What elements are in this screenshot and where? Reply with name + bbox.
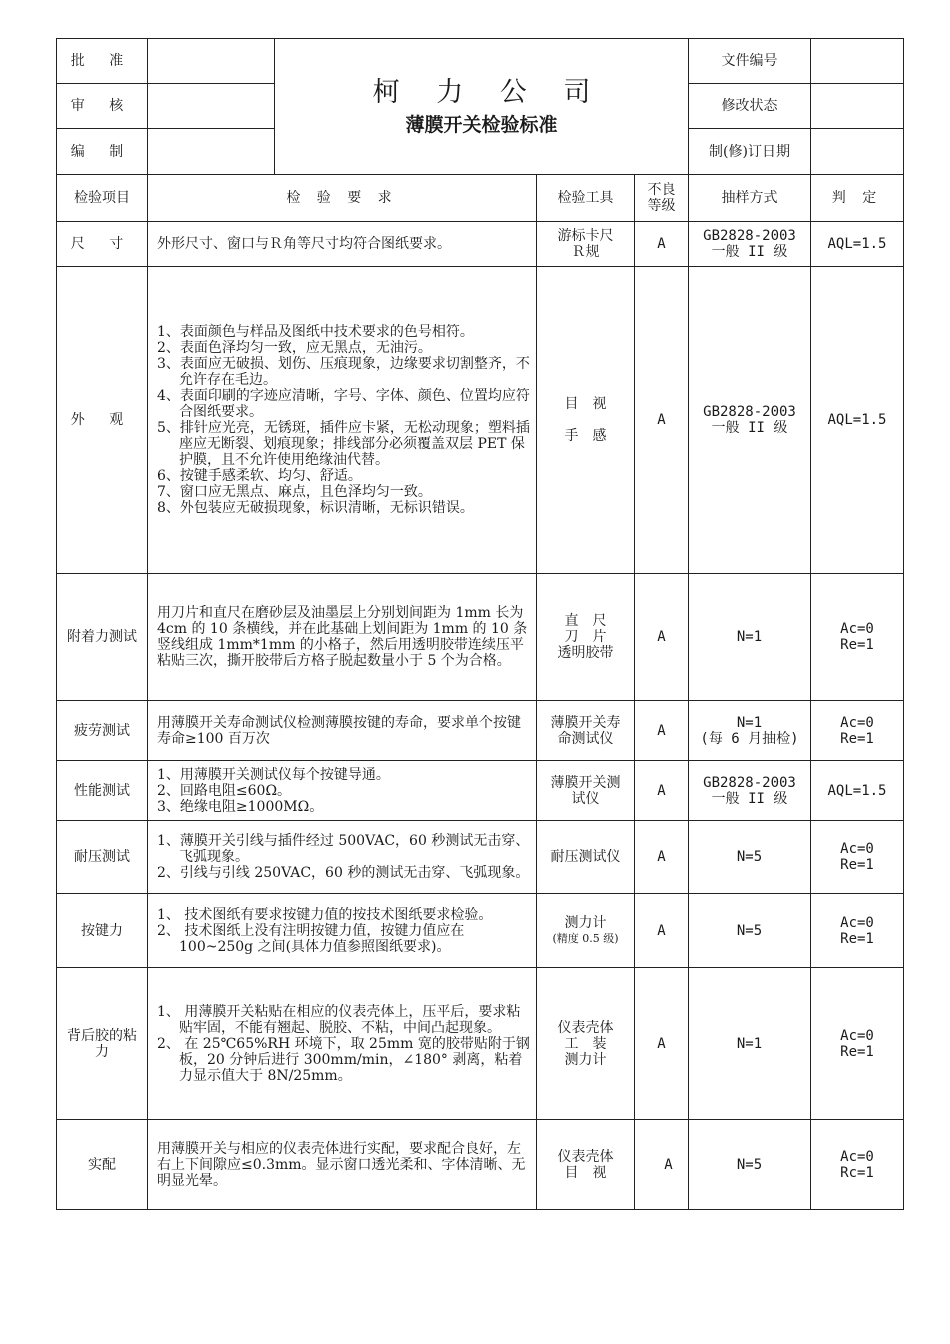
tool-line: 透明胶带 xyxy=(557,645,614,661)
tool-line: 薄膜开关寿 xyxy=(550,714,621,731)
row-judgement xyxy=(811,222,904,267)
sampling-line: 一般 II 级 xyxy=(711,244,788,260)
row-requirement xyxy=(148,222,537,267)
approve-value-cell xyxy=(148,39,275,84)
row-tool xyxy=(537,968,635,1120)
row-sampling xyxy=(689,894,811,968)
row-requirement xyxy=(148,701,537,761)
judge-line: Re=1 xyxy=(840,930,874,947)
sampling-line: GB2828-2003 xyxy=(703,774,796,791)
table-row xyxy=(57,574,904,701)
req-line: 1、 用薄膜开关粘贴在相应的仪表壳体上，压平后，要求粘贴牢固，不能有翘起、脱胶、不粘，中间凸起现象。 xyxy=(157,1003,521,1036)
row-tool xyxy=(537,894,635,968)
review-value-cell xyxy=(148,84,275,129)
row-sampling xyxy=(689,574,811,701)
judge-line: Re=1 xyxy=(840,730,874,747)
row-grade: A xyxy=(635,894,689,968)
row-requirement xyxy=(148,968,537,1120)
req-line: 2、回路电阻≤60Ω。 xyxy=(157,782,292,799)
req-line: 5、排针应光亮，无锈斑，插件应卡紧，无松动现象；塑料插座应无断裂、划痕现象；排线部分必须覆盖双层 PET 保护膜，且不允许使用绝缘油代替。 xyxy=(157,420,530,468)
row-judgement xyxy=(811,267,904,574)
col-judgement-label: 判 定 xyxy=(831,190,883,206)
doc-no-label: 文件编号 xyxy=(689,39,811,84)
row-item: 疲劳测试 xyxy=(57,701,148,761)
approve-label: 批 准 xyxy=(70,53,134,69)
doc-no-value xyxy=(811,39,904,84)
approve-label-cell xyxy=(57,39,148,84)
judge-line: AQL=1.5 xyxy=(827,236,887,252)
row-grade: A xyxy=(635,267,689,574)
row-tool xyxy=(537,267,635,574)
table-row xyxy=(57,222,904,267)
revision-label: 修改状态 xyxy=(689,84,811,129)
tool-line: 耐压测试仪 xyxy=(550,849,621,865)
tool-line: 测力计 xyxy=(564,1051,607,1068)
judge-line: AQL=1.5 xyxy=(827,412,887,428)
row-item xyxy=(57,267,148,574)
req-line: 7、窗口应无黑点、麻点，且色泽均匀一致。 xyxy=(157,484,432,500)
judge-line: Ac=0 xyxy=(840,914,874,931)
sampling-line: GB2828-2003 xyxy=(703,228,796,244)
req-line: 2、引线与引线 250VAC，60 秒的测试无击穿、飞弧现象。 xyxy=(157,865,530,881)
col-item: 检验项目 xyxy=(57,175,148,222)
sampling-line: N=5 xyxy=(736,922,763,939)
col-requirement xyxy=(148,175,537,222)
row-grade: A xyxy=(635,1120,689,1210)
row-judgement xyxy=(811,701,904,761)
column-header-row xyxy=(57,175,904,222)
judge-line: Ac=0 xyxy=(840,841,874,857)
row-requirement xyxy=(148,574,537,701)
col-grade-line2: 等级 xyxy=(647,198,676,214)
review-label: 审 核 xyxy=(70,98,134,114)
tool-line: 测力计 xyxy=(564,914,607,931)
row-tool xyxy=(537,761,635,821)
req-line: 用薄膜开关与相应的仪表壳体进行实配，要求配合良好，左右上下间隙应≤0.3mm。显示窗口透光柔和、字体清晰、无明显光晕。 xyxy=(157,1140,526,1189)
date-value xyxy=(811,129,904,175)
row-tool xyxy=(537,222,635,267)
row-requirement xyxy=(148,1120,537,1210)
tool-line: (精度 0.5 级) xyxy=(552,931,619,945)
col-grade-line1: 不良 xyxy=(647,182,676,198)
sampling-line: N=1 xyxy=(736,629,763,645)
req-line: 3、绝缘电阻≥1000MΩ。 xyxy=(157,798,324,815)
judge-line: Ac=0 xyxy=(840,1148,874,1165)
tool-line: 试仪 xyxy=(571,790,600,807)
req-line: 1、薄膜开关引线与插件经过 500VAC，60 秒测试无击穿、飞弧现象。 xyxy=(157,833,530,865)
col-sampling: 抽样方式 xyxy=(689,175,811,222)
row-sampling xyxy=(689,267,811,574)
row-judgement xyxy=(811,761,904,821)
row-judgement xyxy=(811,968,904,1120)
title-cell xyxy=(275,39,689,175)
sampling-line: (每 6 月抽检) xyxy=(700,730,799,747)
date-label: 制(修)订日期 xyxy=(689,129,811,175)
row-tool xyxy=(537,821,635,894)
col-requirement-label: 检 验 要 求 xyxy=(286,190,398,206)
row-item-label: 外 观 xyxy=(70,412,134,428)
tool-line: 直 尺 xyxy=(564,613,607,629)
row-tool xyxy=(537,1120,635,1210)
row-requirement xyxy=(148,267,537,574)
judge-line: Rc=1 xyxy=(840,1164,874,1181)
table-row xyxy=(57,701,904,761)
tool-line: 工 装 xyxy=(564,1035,607,1052)
table-row xyxy=(57,267,904,574)
row-requirement xyxy=(148,894,537,968)
inspection-standard-table xyxy=(56,38,904,1210)
document-title: 薄膜开关检验标准 xyxy=(405,113,558,136)
req-line: 3、表面应无破损、划伤、压痕现象，边缘要求切割整齐，不允许存在毛边。 xyxy=(157,356,530,388)
req-line: 用薄膜开关寿命测试仪检测薄膜按键的寿命，要求单个按键寿命≥100 百万次 xyxy=(157,714,521,747)
row-item: 附着力测试 xyxy=(57,574,148,701)
sampling-line: N=1 xyxy=(736,1035,763,1052)
judge-line: Ac=0 xyxy=(840,714,874,731)
req-line: 1、用薄膜开关测试仪每个按键导通。 xyxy=(157,766,390,783)
table-row xyxy=(57,821,904,894)
sampling-line: 一般 II 级 xyxy=(711,420,788,436)
row-grade: A xyxy=(635,821,689,894)
row-sampling xyxy=(689,968,811,1120)
tool-line: 薄膜开关测 xyxy=(550,774,621,791)
judge-line: Re=1 xyxy=(840,857,874,873)
row-judgement xyxy=(811,574,904,701)
col-tool: 检验工具 xyxy=(537,175,635,222)
col-judgement xyxy=(811,175,904,222)
row-tool xyxy=(537,701,635,761)
req-line: 4、表面印刷的字迹应清晰，字号、字体、颜色、位置均应符合图纸要求。 xyxy=(157,388,530,420)
row-grade: A xyxy=(635,761,689,821)
req-line: 1、 技术图纸有要求按键力值的按技术图纸要求检验。 xyxy=(157,906,493,923)
req-line: 8、外包装应无破损现象，标识清晰，无标识错误。 xyxy=(157,500,474,516)
row-requirement xyxy=(148,761,537,821)
tool-line: 手 感 xyxy=(564,428,607,444)
req-line: 2、 技术图纸上没有注明按键力值，按键力值应在 100~250g 之间(具体力值参照图纸要求)。 xyxy=(157,922,465,955)
row-grade: A xyxy=(635,701,689,761)
req-line: 用刀片和直尺在磨砂层及油墨层上分别划间距为 1mm 长为 4cm 的 10 条横线，并在此基础上划间距为 1mm 的 10 条竖线组成 1mm*1mm 的小格子，然后用透明胶带连续压平粘贴三次，撕开胶带后方格子脱起数量小于 5 个为合格。 xyxy=(157,605,528,669)
table-row xyxy=(57,894,904,968)
compile-label-cell xyxy=(57,129,148,175)
tool-line: 目 视 xyxy=(564,396,607,412)
review-label-cell xyxy=(57,84,148,129)
req-line: 6、按键手感柔软、均匀、舒适。 xyxy=(157,468,362,484)
compile-label: 编 制 xyxy=(70,143,134,160)
judge-line: Re=1 xyxy=(840,637,874,653)
tool-line: 命测试仪 xyxy=(557,730,614,747)
row-item xyxy=(57,222,148,267)
row-requirement xyxy=(148,821,537,894)
row-grade: A xyxy=(635,968,689,1120)
judge-line: Ac=0 xyxy=(840,621,874,637)
row-item-label: 尺 寸 xyxy=(70,236,134,252)
judge-line: AQL=1.5 xyxy=(827,782,887,799)
req-line: 外形尺寸、窗口与Ｒ角等尺寸均符合图纸要求。 xyxy=(157,236,451,252)
tool-line: 仪表壳体 xyxy=(557,1019,614,1036)
row-item: 背后胶的粘力 xyxy=(57,968,148,1120)
tool-line: 仪表壳体 xyxy=(557,1148,614,1165)
tool-line: Ｒ规 xyxy=(571,244,600,260)
row-sampling xyxy=(689,1120,811,1210)
row-tool xyxy=(537,574,635,701)
row-sampling xyxy=(689,821,811,894)
row-sampling xyxy=(689,761,811,821)
row-grade: A xyxy=(635,574,689,701)
row-sampling xyxy=(689,701,811,761)
tool-line: 刀 片 xyxy=(564,629,607,645)
table-row xyxy=(57,1120,904,1210)
col-grade xyxy=(635,175,689,222)
sampling-line: N=5 xyxy=(736,849,763,865)
sampling-line: N=1 xyxy=(736,714,763,731)
sampling-line: 一般 II 级 xyxy=(711,790,788,807)
row-judgement xyxy=(811,1120,904,1210)
row-item: 性能测试 xyxy=(57,761,148,821)
judge-line: Re=1 xyxy=(840,1043,874,1060)
sampling-line: GB2828-2003 xyxy=(703,404,796,420)
judge-line: Ac=0 xyxy=(840,1027,874,1044)
row-grade: A xyxy=(635,222,689,267)
table-row xyxy=(57,761,904,821)
req-line: 1、表面颜色与样品及图纸中技术要求的色号相符。 xyxy=(157,324,474,340)
compile-value-cell xyxy=(148,129,275,175)
req-line: 2、 在 25℃65%RH 环境下，取 25mm 宽的胶带贴附于钢板，20 分钟后进行 300mm/min，∠180° 剥离，粘着力显示值大于 8N/25mm。 xyxy=(157,1035,530,1084)
req-line: 2、表面色泽均匀一致，应无黑点，无油污。 xyxy=(157,340,432,356)
tool-line: 目 视 xyxy=(564,1164,607,1181)
row-item: 按键力 xyxy=(57,894,148,968)
row-item: 耐压测试 xyxy=(57,821,148,894)
row-item: 实配 xyxy=(57,1120,148,1210)
row-judgement xyxy=(811,894,904,968)
company-name: 柯 力 公 司 xyxy=(372,76,605,108)
table-row xyxy=(57,968,904,1120)
tool-line: 游标卡尺 xyxy=(557,228,614,244)
revision-value xyxy=(811,84,904,129)
row-sampling xyxy=(689,222,811,267)
sampling-line: N=5 xyxy=(736,1156,763,1173)
row-judgement xyxy=(811,821,904,894)
